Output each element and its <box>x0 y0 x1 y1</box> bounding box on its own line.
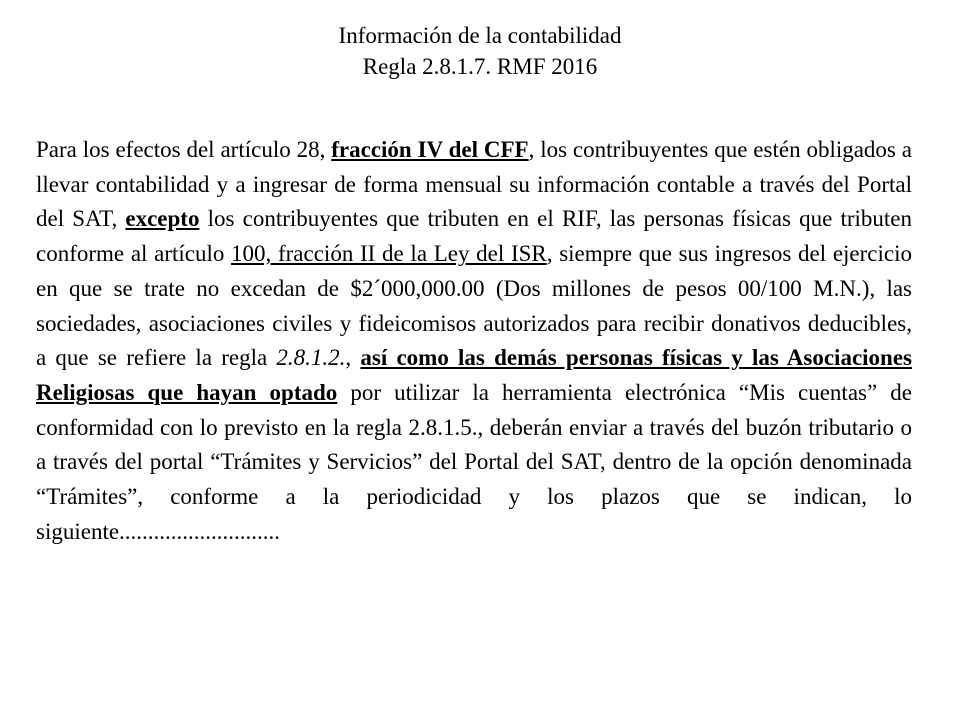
paragraph-text: por utilizar la herramienta electrónica “Mis cuentas” de conformidad con lo previsto en la regla 2.8.1.5., deberán enviar a través del buzón tributario o a través del portal “Trámites y Servicios” del Portal del SAT, dentro de la opción denominada “Trámites”, conforme a la periodicidad y los plazos que se indican, lo siguiente............................ <box>36 379 912 544</box>
document-subtitle: Regla 2.8.1.7. RMF 2016 <box>362 54 598 79</box>
paragraph-text: , <box>345 345 361 371</box>
religious-associations-clause: así como las demás personas físicas y las Asociaciones Religiosas que hayan optado <box>36 345 912 405</box>
document-header <box>0 20 960 82</box>
isr-law-reference: 100, fracción II de la Ley del ISR <box>231 241 547 267</box>
cff-reference: fracción IV del CFF <box>331 137 529 162</box>
exception-keyword: excepto <box>125 206 200 232</box>
paragraph-text: , siempre que sus ingresos del ejercicio en que se trate no excedan de $2´000,000.00 (Dos millones de pesos 00/100 M.N.), las sociedades, asociaciones civiles y fideicomisos autorizados para recibir donativos deducibles, a que se refiere la regla <box>36 241 912 371</box>
document-title: Información de la contabilidad <box>338 23 622 48</box>
paragraph-text: los contribuyentes que tributen en el RIF, las personas físicas que tributen conforme al artículo <box>36 206 913 267</box>
rule-reference: 2.8.1.2. <box>276 345 346 371</box>
rule-paragraph <box>36 133 912 549</box>
paragraph-text: , los contribuyentes que estén obligados a llevar contabilidad y a ingresar de forma mensual su información contable a través del Portal del SAT, <box>36 137 912 232</box>
paragraph-text: Para los efectos del artículo 28, <box>36 137 332 162</box>
